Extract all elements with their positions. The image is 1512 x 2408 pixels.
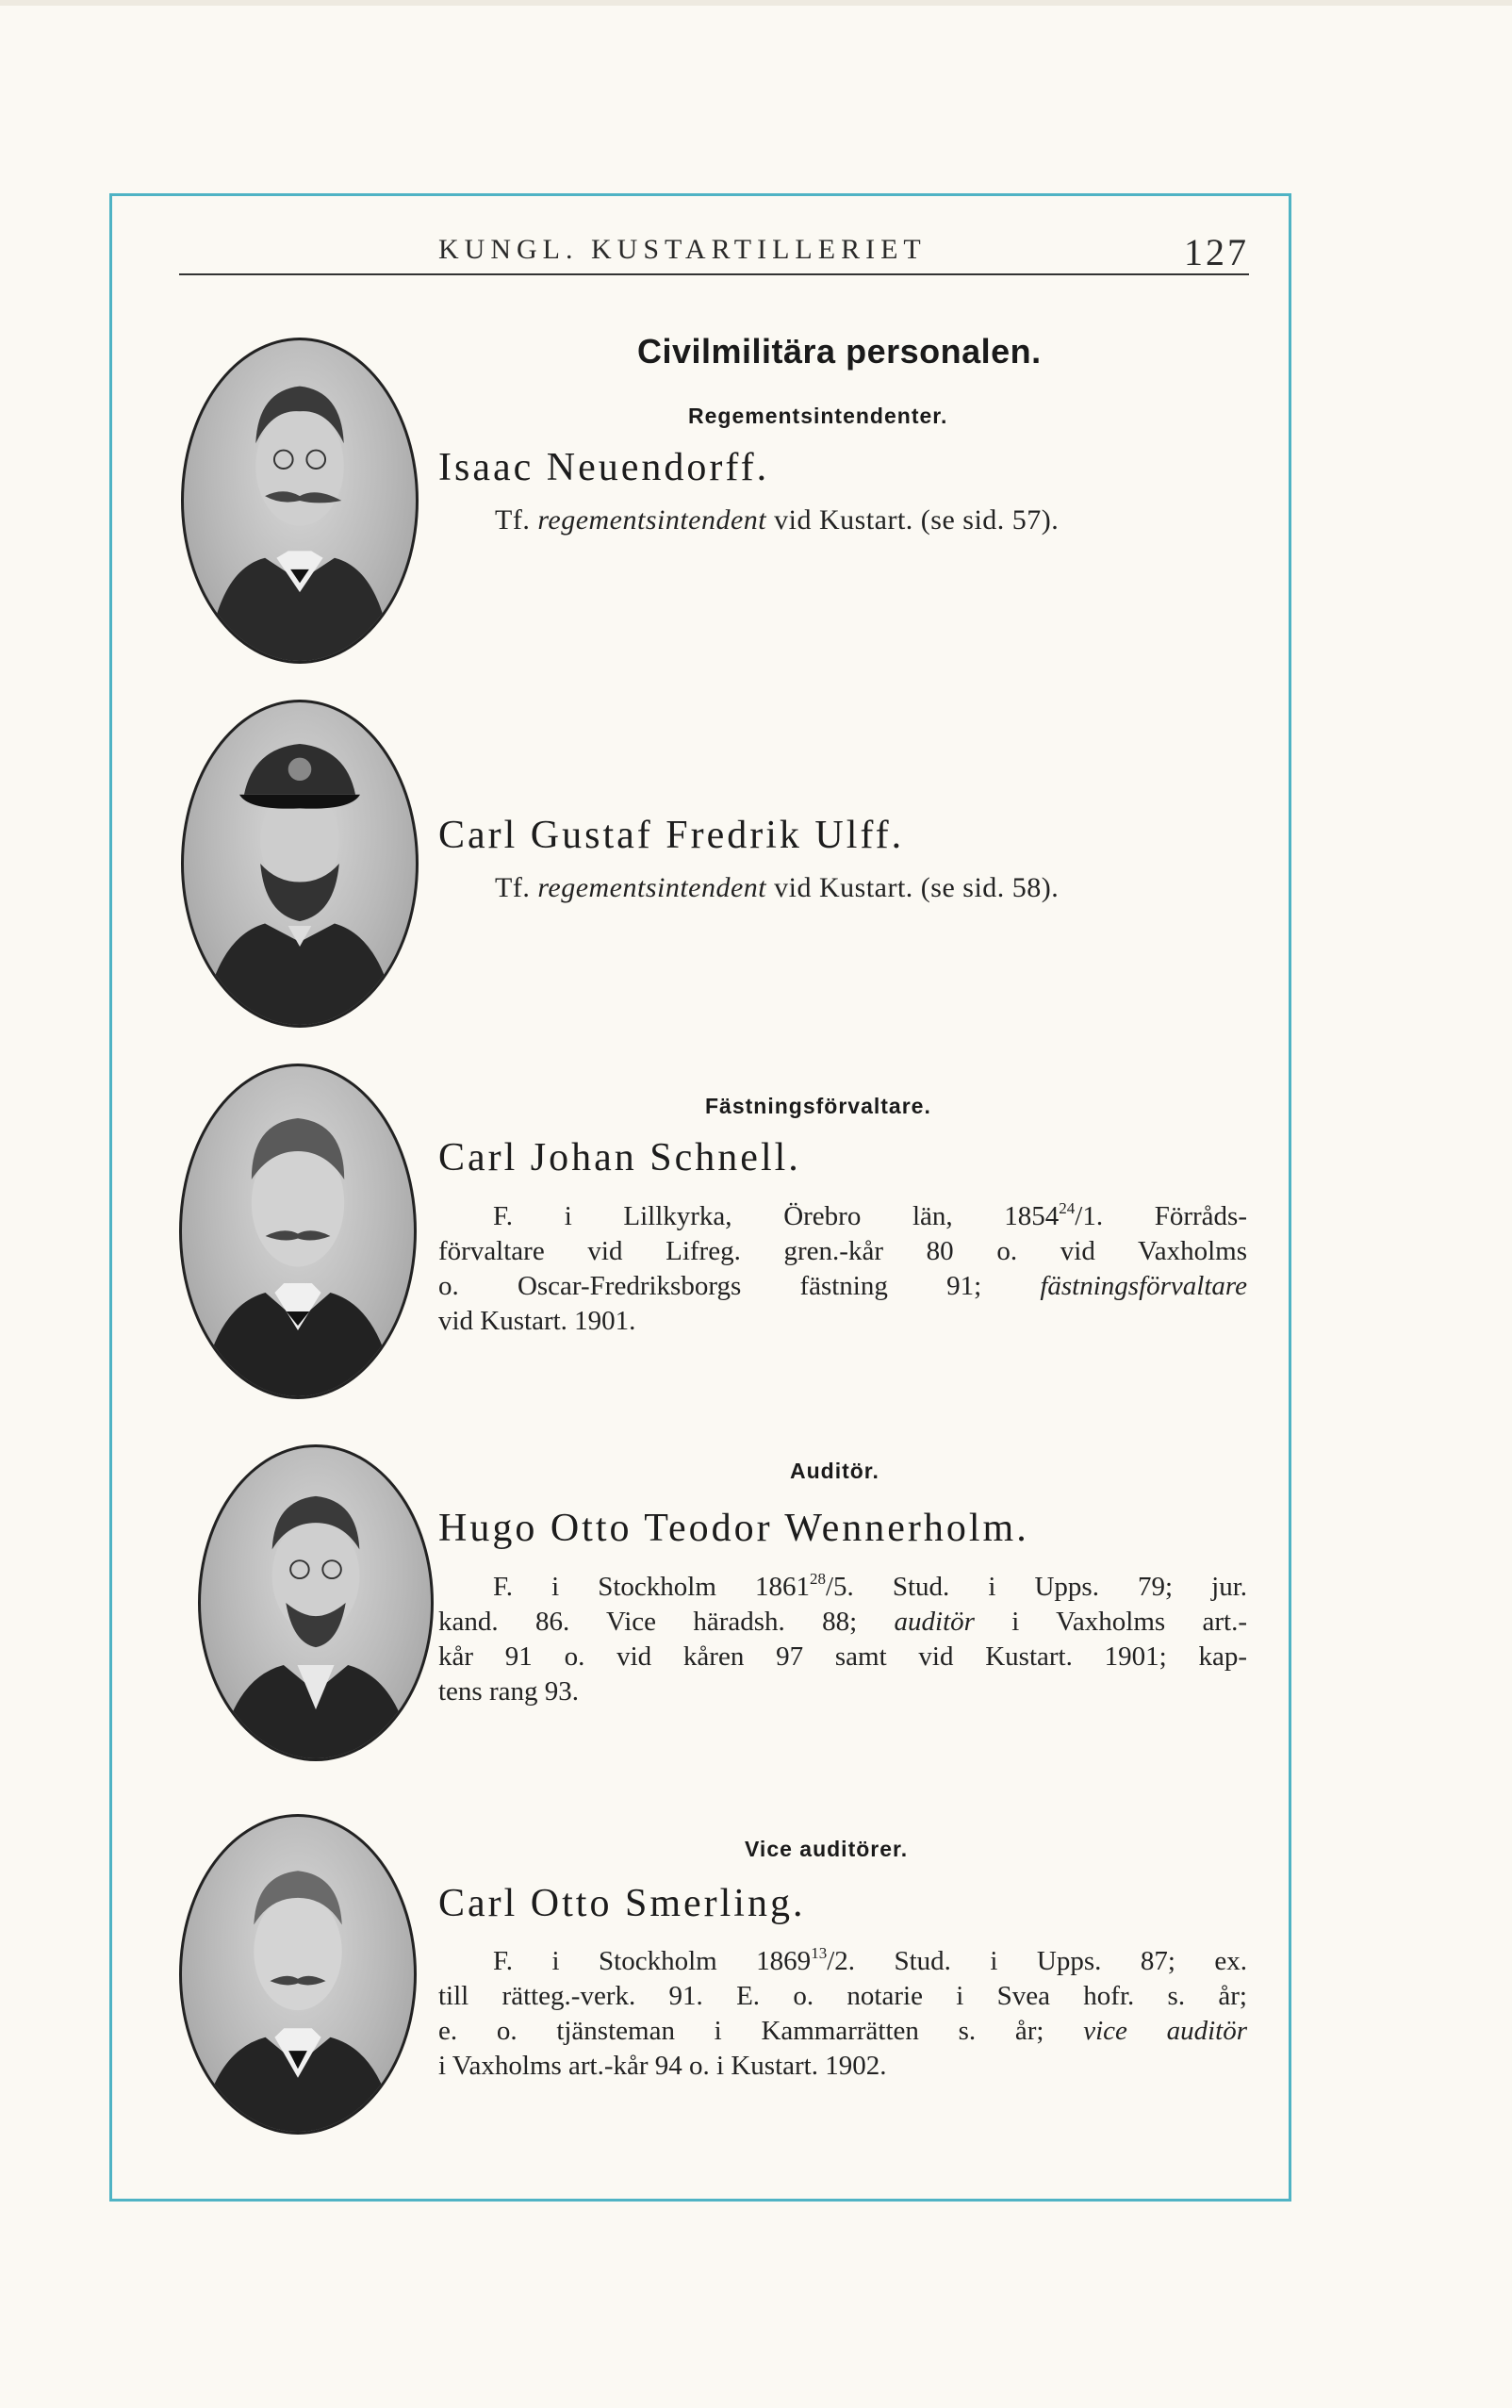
section-heading-auditor: Auditör.: [790, 1459, 879, 1483]
bio-line: tens rang 93.: [438, 1676, 579, 1707]
bio-line: kår 91 o. vid kåren 97 samt vid Kustart. 1901; kap-: [438, 1641, 1247, 1672]
bio-line: F. i Stockholm 1861$^{28}$/5. Stud. i Upps. 79; jur.: [493, 1570, 1247, 1602]
entry-biography: [438, 1936, 1247, 2084]
portrait-carl-johan-schnell: [179, 1064, 417, 1399]
bio-line: i Vaxholms art.-kår 94 o. i Kustart. 1902.: [438, 2051, 887, 2081]
bio-line: vid Kustart. 1901.: [438, 1306, 636, 1336]
entry-biography: [438, 1191, 1247, 1339]
section-heading-vice-auditorer: Vice auditörer.: [745, 1837, 909, 1861]
entry-name: Carl Gustaf Fredrik Ulff.: [438, 814, 905, 857]
entry-name: Hugo Otto Teodor Wennerholm.: [438, 1507, 1029, 1550]
portrait-hugo-otto-teodor-wennerholm: [198, 1444, 434, 1761]
main-heading: Civilmilitära personalen.: [637, 332, 1042, 371]
section-heading-regementsintendenter: Regementsintendenter.: [688, 404, 948, 428]
role-prefix: Tf.: [495, 872, 531, 903]
entry-role-line: [495, 872, 1059, 904]
bio-line: e. o. tjänsteman i Kammarrätten s. år; vice auditör: [438, 2016, 1248, 2046]
bio-line: o. Oscar-Fredriksborgs fästning 91; fästningsförvaltare: [438, 1271, 1247, 1301]
section-heading-fastningsforvaltare: Fästningsförvaltare.: [705, 1094, 931, 1118]
bio-line: förvaltare vid Lifreg. gren.-kår 80 o. vid Vaxholms: [438, 1236, 1247, 1266]
portrait-isaac-neuendorff: [181, 338, 419, 664]
running-head-title: KUNGL. KUSTARTILLERIET: [438, 234, 927, 265]
page-number: 127: [1184, 231, 1249, 273]
role-title: regementsintendent: [537, 504, 767, 536]
entry-name: Carl Otto Smerling.: [438, 1882, 806, 1925]
role-suffix: vid Kustart. (se sid. 57).: [774, 504, 1060, 536]
bio-line: F. i Lillkyrka, Örebro län, 1854$^{24}$/1. Förråds-: [493, 1199, 1247, 1231]
bio-line: kand. 86. Vice häradsh. 88; auditör i Vaxholms art.-: [438, 1607, 1248, 1637]
role-prefix: Tf.: [495, 504, 531, 536]
entry-role-line: [495, 504, 1059, 536]
role-title: regementsintendent: [537, 872, 767, 903]
entry-name: Isaac Neuendorff.: [438, 446, 770, 489]
entry-biography: [438, 1561, 1247, 1709]
portrait-carl-gustaf-fredrik-ulff: [181, 700, 419, 1028]
bio-line: till rätteg.-verk. 91. E. o. notarie i Svea hofr. s. år;: [438, 1981, 1247, 2011]
page-top-edge: [0, 0, 1512, 6]
entry-name: Carl Johan Schnell.: [438, 1136, 801, 1179]
running-head: [179, 231, 1249, 275]
role-suffix: vid Kustart. (se sid. 58).: [774, 872, 1060, 903]
portrait-carl-otto-smerling: [179, 1814, 417, 2135]
bio-line: F. i Stockholm 1869$^{13}$/2. Stud. i Upps. 87; ex.: [493, 1944, 1247, 1976]
